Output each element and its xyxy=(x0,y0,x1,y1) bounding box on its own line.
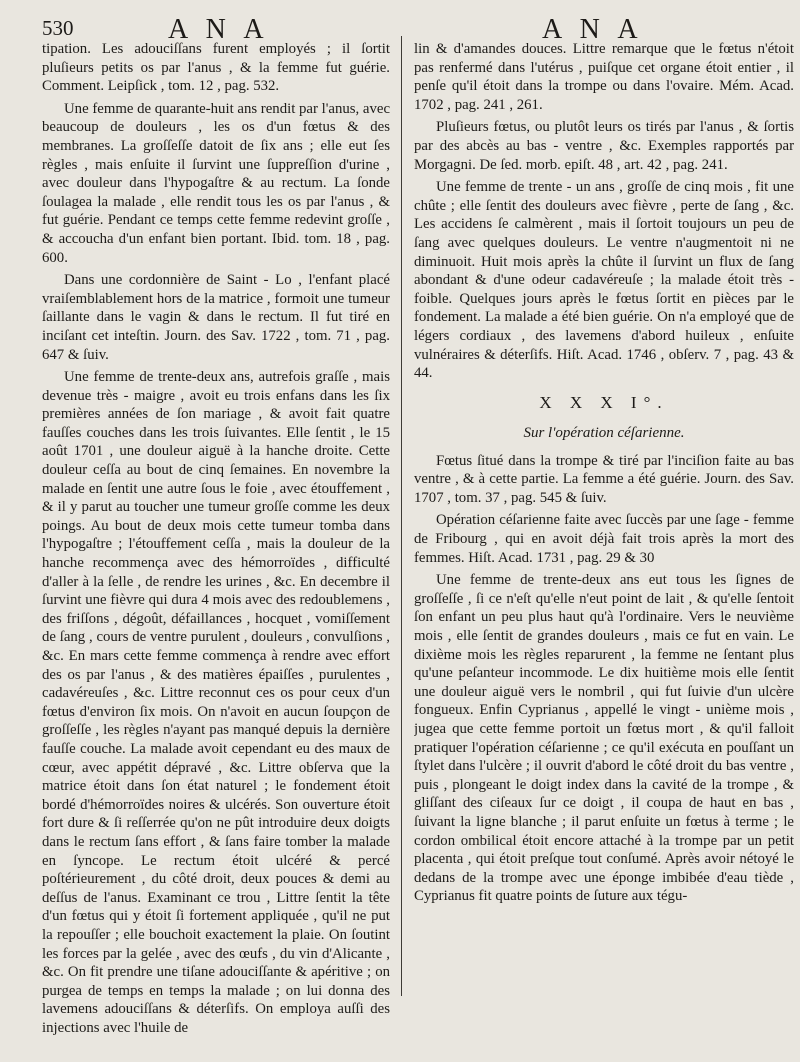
section-number: X X X I°. xyxy=(539,392,669,412)
paragraph: lin & d'amandes douces. Littre remarque que le fœtus n'étoit pas renfermé dans l'utérus , puiſque cet organe étoit entier , il penſe qu'il étoit dans la trompe ou dans l'ovaire. Mém. Acad. 1702 , pag. 241 , 261. xyxy=(414,41,794,113)
paragraph: Pluſieurs fœtus, ou plutôt leurs os tirés par l'anus , & ſortis par des abcès au bas - ventre , &c. Exemples rapportés par Morgagni. De ſed. morb. epiſt. 48 , art. 42 , pag. 241. xyxy=(414,119,794,173)
paragraph: Une femme de trente - un ans , groſſe de cinq mois , fit une chûte ; elle ſentit des douleurs avec fièvre , perte de ſang , &c. Les accidens ſe calmèrent , mais il ſortoit toujours un peu de ſang avec quelques douleurs. Le ventre n'augmentoit ni ne diminuoit. Huit mois après la chûte il ſurvint un flux de ſang abondant & d'une odeur cadavéreuſe ; la malade étoit très - foible. Quelques jours après le fœtus ſortit en pièces par le fondement. La malade a été bien guérie. On n'a employé que de légers cordiaux , des lavemens d'abord huileux , enſuite vulnéraires & déterſifs. Hiſt. Acad. 1746 , obſerv. 7 , pag. 43 & 44. xyxy=(414,179,794,382)
paragraph: Une femme de quarante-huit ans rendit par l'anus, avec beaucoup de douleurs , les os d'un fœtus & des membranes. La groſſeſſe datoit de ſix ans ; elle eut ſes règles , mais enſuite il ſurvint une ſuppreſſion d'urine , avec douleur dans l'hypogaſtre & au rectum. La ſonde ſoulagea la malade , elle rendit tous les os par l'anus , & fut guérie. Pendant ce temps cette femme redevint groſſe , & accoucha d'un enfant bien portant. Ibid. tom. 18 , pag. 600. xyxy=(42,100,390,266)
two-column-body xyxy=(42,40,794,1062)
running-head-right: A N A xyxy=(542,14,644,45)
paragraph: Opération céſarienne faite avec ſuccès par une ſage - femme de Fribourg , qui en avoit déjà fait trois après la mort des femmes. Hiſt. Acad. 1731 , pag. 29 & 30 xyxy=(414,512,794,566)
paragraph: Dans une cordonnière de Saint - Lo , l'enfant placé vraiſemblablement hors de la matrice , formoit une tumeur ſaillante dans le vagin & dans le rectum. Il fut tiré en inciſant cet inteſtin. Journ. des Sav. 1722 , tom. 71 , pag. 647 & ſuiv. xyxy=(42,272,390,363)
paragraph: tipation. Les adouciſſans furent employés ; il ſortit pluſieurs petits os par l'anus , & la femme fut guérie. Comment. Leipſick , tom. 12 , pag. 532. xyxy=(42,41,390,95)
paragraph: Une femme de trente-deux ans, autrefois graſſe , mais devenue très - maigre , avoit eu trois enfans dans les ſix premières années de ſon mariage , & avoit fait quatre fauſſes couches dans les trois ſuivantes. Elle ſentit , le 15 août 1701 , une douleur aiguë à la hanche droite. Cette douleur ceſſa au bout de cinq ſemaines. En novembre la malade en ſentit une autre ſous le foie , avec étouffement , & il y parut au toucher une tumeur groſſe comme les deux poings. Au bout de deux mois cette tumeur tomba dans l'hypogaſtre ; l'étouffement ceſſa , mais la douleur de la hanche recommença avec des hémorroïdes , difficulté d'aller à la ſelle , de rendre les urines , &c. En decembre il ſurvint une fièvre qui dura 4 mois avec des redoublemens , des friſſons , dégoût, défaillances , hocquet , vomiſſement de ſang , cours de ventre purulent , douleurs , convulſions , &c. En mars cette femme commença à rendre avec effort des os par l'anus , & des matières épaiſſes , purulentes , cadavéreuſes , &c. Littre reconnut ces os pour ceux d'un fœtus d'environ ſix mois. On n'avoit en aucun ſoupçon de groſſeſſe , les règles n'ayant pas manqué depuis la dernière fauſſe couche. La malade avoit cependant eu des maux de cœur, avec appétit dépravé , &c. Littre obſerva que la matrice étoit dans ſon état naturel ; le fondement étoit bordé d'hémorroïdes noires & ulcérés. Son ouverture étoit fort dure & ſi reſſerrée qu'on ne pût introduire deux doigts dans le rectum ſans effort , & ſans faire tomber la malade en ſyncope. Le rectum étoit ulcéré & percé poſtérieurement , du côté droit, deux pouces & demi au deſſus de l'anus. Examinant ce trou , Littre ſentit la tête d'un fœtus qui y étoit ſi fortement appliquée , qu'il ne put la repouſſer ; elle bouchoit exactement la plaie. On ſoutint les forces par la gelée , avec des œufs , du vin d'Alicante , &c. On fit prendre une tiſane adouciſſante & apéritive ; on purgea de temps en temps la malade ; on lui donna des lavemens adouciſſans & déterſifs. On employa auſſi des injections avec l'huile de xyxy=(42,369,390,1036)
paragraph: Une femme de trente-deux ans eut tous les ſignes de groſſeſſe , ſi ce n'eſt qu'elle n'eut point de lait , & qu'elle ſentoit ſon enfant un peu plus haut qu'à l'ordinaire. Vers le neuvième mois , elle ſentit de grandes douleurs , mais ce fut en vain. Le dixième mois les règles reparurent , la femme ne ſentant plus qu'une peſanteur incommode. Le dix huitième mois elle ſentit une douleur aiguë vers le nombril , qui fut ſuivie d'un ulcère fongueux. Enfin Cyprianus , appellé le vingt - unième mois , jugea que cette femme portoit un fœtus mort , & qu'il falloit pratiquer l'opération céſarienne ; ce qu'il exécuta en pouſſant un ſtylet dans l'ulcère ; il ouvrit d'abord le côté droit du bas ventre , puis , plongeant le doigt index dans la cavité de la trompe , & gliſſant des ciſeaux ſur ce doigt , il coupa de haut en bas , ſuivant la ligne blanche ; il parut enſuite un fœtus à terme ; le cordon ombilical étoit encore attaché à la trompe par un petit placenta , qui étoit preſque tout conſumé. Après avoir nétoyé le dedans de la trompe avec une éponge imbibée d'eau tiède , Cyprianus fit quatre points de ſuture aux tégu- xyxy=(414,572,794,905)
section-title: Sur l'opération céſarienne. xyxy=(523,424,685,441)
column-divider xyxy=(401,36,402,996)
page-number: 530 xyxy=(42,16,74,40)
paragraph: Fœtus ſitué dans la trompe & tiré par l'inciſion faite au bas ventre , & à cette partie. La femme a été guérie. Journ. des Sav. 1707 , tom. 37 , pag. 545 & ſuiv. xyxy=(414,452,794,506)
running-head-left: A N A xyxy=(168,14,270,45)
right-column xyxy=(414,40,794,1062)
left-column xyxy=(42,40,390,1062)
